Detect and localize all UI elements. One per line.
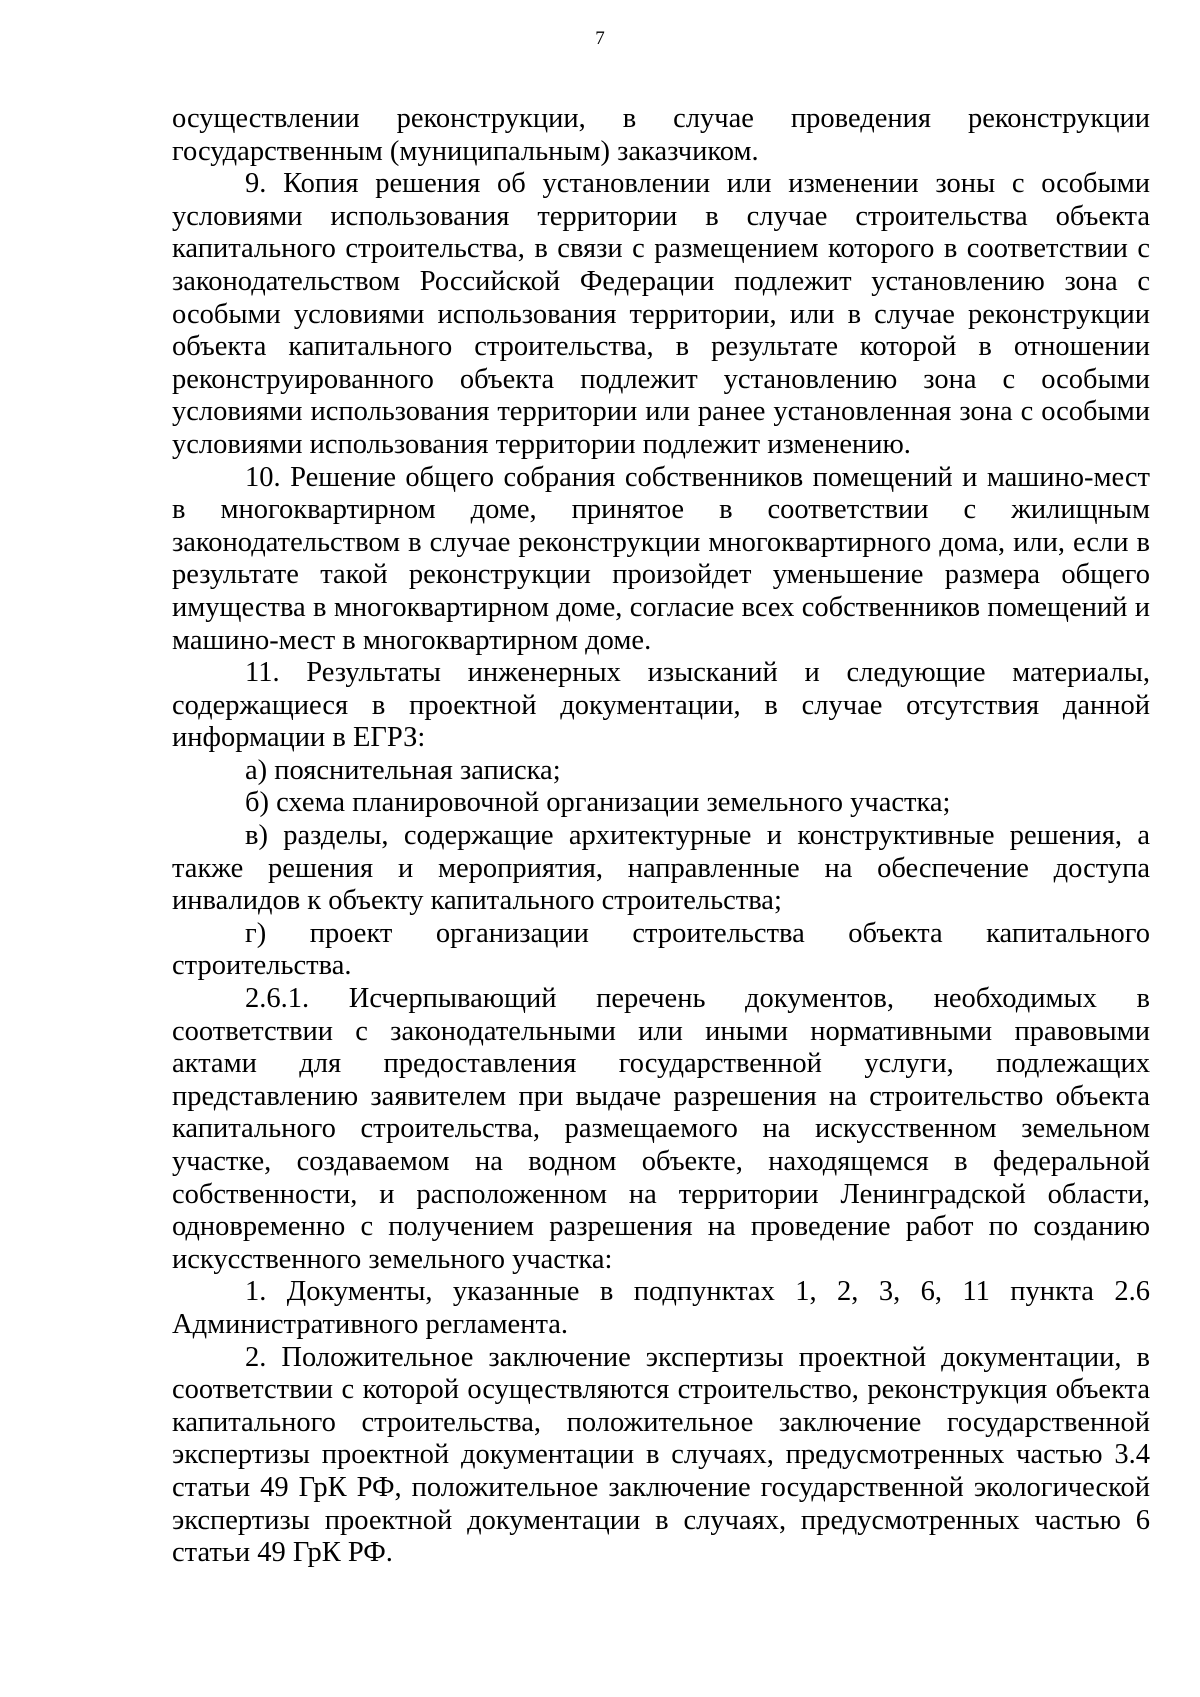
paragraph-item-10: 10. Решение общего собрания собственников помещений и машино-мест в многоквартирном доме, принятое в соответствии с жилищным законодательством в случае реконструкции многоквартирного дома, или, если в результате такой реконструкции произойдет уменьшение размера общего имущества в многоквартирном доме, согласие всех собственников помещений и машино-мест в многоквартирном доме.: [172, 461, 1150, 656]
subitem-v: в) разделы, содержащие архитектурные и конструктивные решения, а также решения и мероприятия, направленные на обеспечение доступа инвалидов к объекту капитального строительства;: [172, 820, 1150, 917]
subitem-g: г) проект организации строительства объекта капитального строительства.: [172, 917, 1150, 982]
page-number: 7: [595, 28, 605, 49]
subitem-b: б) схема планировочной организации земельного участка;: [245, 787, 951, 819]
paragraph-section-2-6-1: 2.6.1. Исчерпывающий перечень документов, необходимых в соответствии с законодательными или иными нормативными правовыми актами для предоставления государственной услуги, подлежащих представлению заявителем при выдаче разрешения на строительство объекта капитального строительства, размещаемого на искусственном земельном участке, создаваемом на водном объекте, находящемся в федеральной собственности, и расположенном на территории Ленинградской области, одновременно с получением разрешения на проведение работ по созданию искусственного земельного участка:: [172, 983, 1150, 1275]
document-body: [172, 103, 1150, 1570]
paragraph-item-9: 9. Копия решения об установлении или изменении зоны с особыми условиями использования территории в случае строительства объекта капитального строительства, в связи с размещением которого в соответствии с законодательством Российской Федерации подлежит установлению зона с особыми условиями использования территории, или в случае реконструкции объекта капитального строительства, в результате которой в отношении реконструированного объекта подлежит установлению зона с особыми условиями использования территории или ранее установленная зона с особыми условиями использования территории подлежит изменению.: [172, 168, 1150, 460]
subitem-a: а) пояснительная записка;: [245, 754, 561, 786]
paragraph-continuation: осуществлении реконструкции, в случае проведения реконструкции государственным (муниципальным) заказчиком.: [172, 103, 1150, 167]
paragraph-item-2: 2. Положительное заключение экспертизы проектной документации, в соответствии с которой осуществляются строительство, реконструкция объекта капитального строительства, положительное заключение государственной экспертизы проектной документации в случаях, предусмотренных частью 3.4 статьи 49 ГрК РФ, положительное заключение государственной экологической экспертизы проектной документации в случаях, предусмотренных частью 6 статьи 49 ГрК РФ.: [172, 1341, 1150, 1569]
paragraph-item-1: 1. Документы, указанные в подпунктах 1, 2, 3, 6, 11 пункта 2.6 Административного регламента.: [172, 1276, 1150, 1340]
paragraph-item-11: 11. Результаты инженерных изысканий и следующие материалы, содержащиеся в проектной документации, в случае отсутствия данной информации в ЕГРЗ:: [172, 657, 1150, 754]
